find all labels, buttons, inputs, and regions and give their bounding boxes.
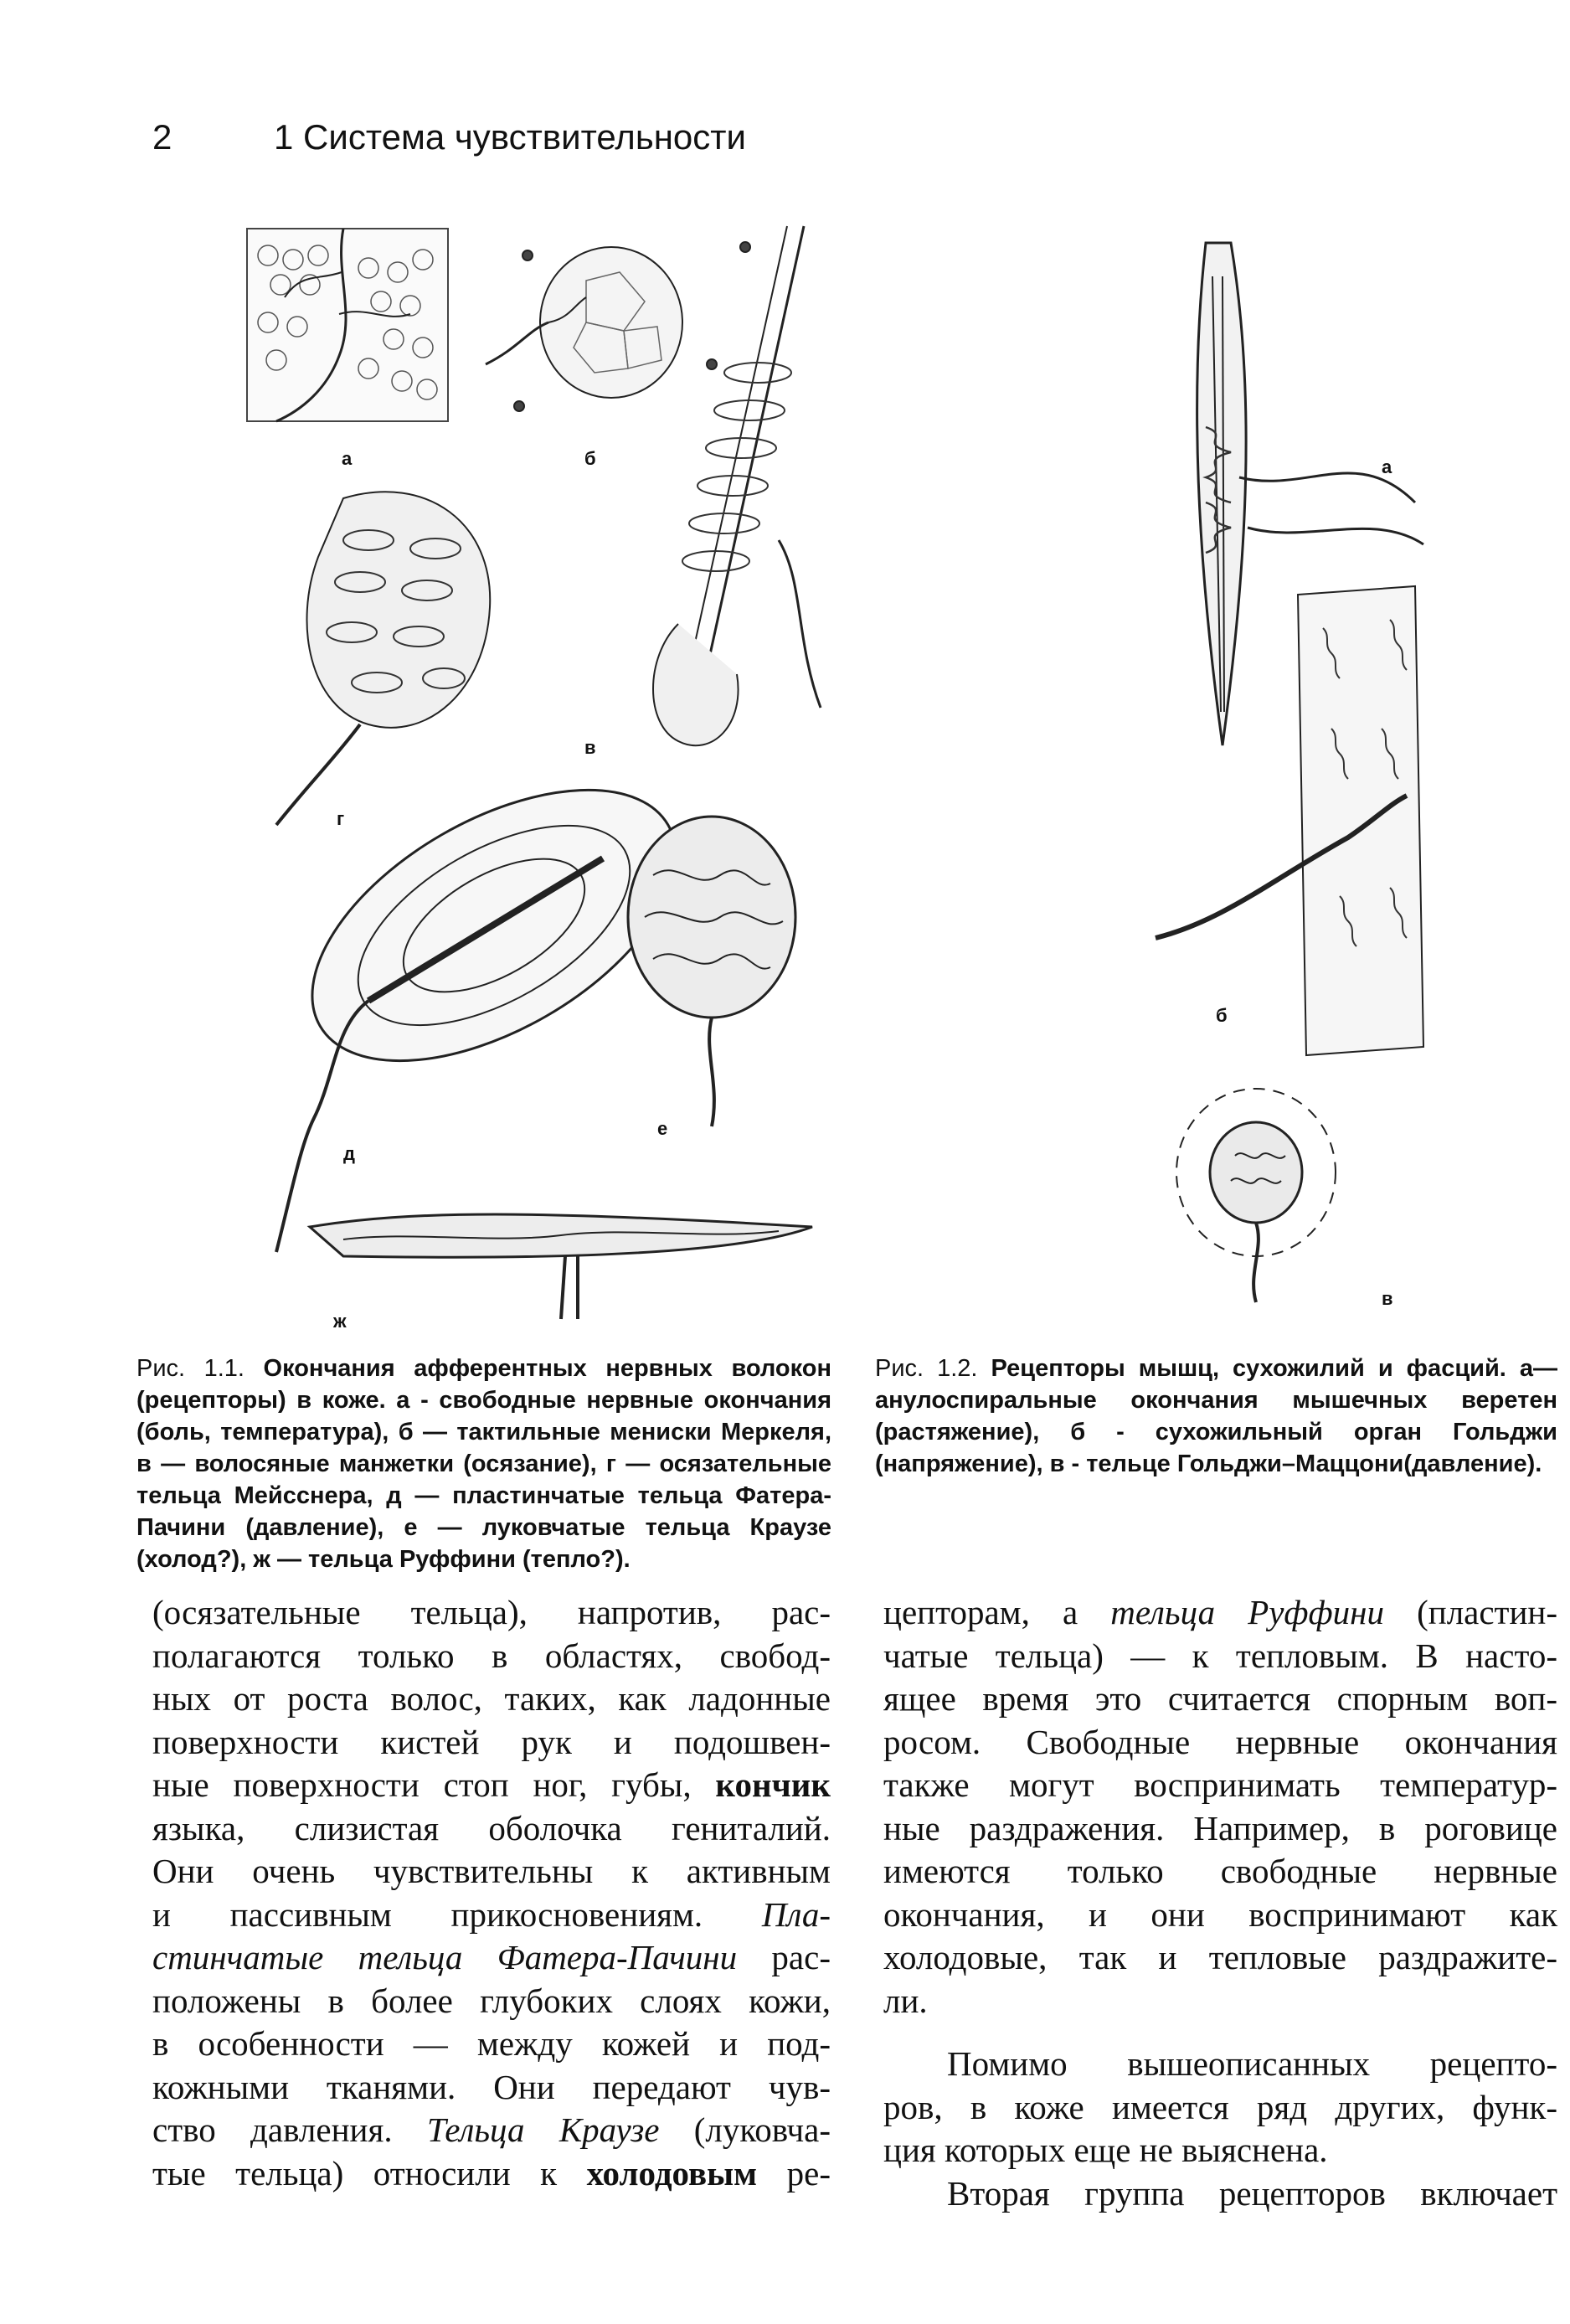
figure-1-2-caption: Рис. 1.2. Рецепторы мышц, сухожилий и фасций. а—анулоспиральные окончания мышечных веретен (растяжение), б - сухожильный орган Гольджи (напряжение), в - тельце Гольджи–Маццони(давление).	[875, 1355, 1557, 1477]
panel-g-meissner-corpuscle	[276, 492, 490, 825]
paragraph-gap	[883, 2023, 1557, 2043]
left-line-5: ные поверхности стоп ног, губы, кончик	[152, 1765, 831, 1804]
panel-zh-ruffini-ending	[310, 1214, 812, 1319]
right-line-9: холодовые, так и тепловые раздражите-	[883, 1938, 1557, 1976]
left-line-8: и пассивным прикосновениям. Пла-	[152, 1894, 831, 1934]
term-krause: Тельца Краузе	[426, 2110, 660, 2149]
panel-label-v: в	[584, 737, 596, 758]
left-line-2: полагаются только в областях, свобод-	[152, 1636, 831, 1675]
panel-label-a: а	[342, 448, 353, 469]
panel-label-b: б	[584, 448, 596, 469]
left-line-10: положены в более глубоких слоях кожи,	[152, 1981, 831, 2020]
panel-label-e: е	[657, 1118, 668, 1139]
right-line-12: ров, в коже имеется ряд других, функ-	[883, 2087, 1557, 2126]
chapter-title: 1 Система чувствительности	[274, 117, 746, 157]
right-line-8: окончания, и они воспринимают как	[883, 1894, 1557, 1934]
right-line-13: ция которых еще не выяснена.	[883, 2131, 1328, 2169]
right-line-7: имеются только свободные нервные	[883, 1852, 1557, 1890]
right-line-5: также могут воспринимать температур-	[883, 1765, 1557, 1804]
figure-1-2-illustration	[1139, 226, 1524, 1306]
left-line-11: в особенности — между кожей и под-	[152, 2024, 831, 2063]
term-pacini: стинчатые тельца Фатера-Пачини	[152, 1938, 738, 1976]
right-line-2: чатые тельца) — к тепловым. В насто-	[883, 1636, 1557, 1675]
right-line-3: ящее время это считается спорным воп-	[883, 1679, 1557, 1718]
term-ruffini: тельца Руффини	[1110, 1593, 1384, 1631]
left-line-13: ство давления. Тельца Краузе (луковча-	[152, 2110, 831, 2149]
panel-label-d: д	[343, 1143, 355, 1164]
left-line-7: Они очень чувствительны к активным	[152, 1852, 831, 1890]
panel-label-zh: ж	[333, 1311, 347, 1332]
panel-d-pacinian-corpuscle	[268, 734, 721, 1252]
figure-1-1-caption: Рис. 1.1. Окончания афферентных нервных волокон (рецепторы) в коже. а - свободные нервные окончания (боль, температура), б — тактильные мениски Меркеля, в — волосяные манжетки (осязание), г — осязательные тельца Мейсснера, д — пластинчатые тельца Фатера-Пачини (давление), е — луковчатые тельца Краузе (холод?), ж — тельца Руффини (тепло?).	[136, 1355, 831, 1573]
panel-v-golgi-mazzoni	[1176, 1089, 1336, 1302]
panel-a-free-nerve-endings	[247, 229, 448, 421]
left-line-3: ных от роста волос, таких, как ладонные	[152, 1679, 831, 1718]
right-line-1: цепторам, а тельца Руффини (пластин-	[883, 1593, 1558, 1631]
fig2-panel-label-a: а	[1382, 456, 1392, 477]
right-line-6: ные раздражения. Например, в роговице	[883, 1808, 1557, 1847]
right-line-14: Вторая группа рецепторов включает	[947, 2173, 1557, 2213]
right-line-4: росом. Свободные нервные окончания	[883, 1722, 1557, 1761]
left-line-12: кожными тканями. Они передают чув-	[152, 2067, 831, 2106]
right-line-10: ли.	[883, 1981, 928, 2020]
left-line-4: поверхности кистей рук и подошвен-	[152, 1722, 831, 1761]
panel-e-krause-bulb	[628, 817, 795, 1126]
fig2-panel-label-v: в	[1382, 1288, 1393, 1306]
left-line-9: стинчатые тельца Фатера-Пачини рас-	[152, 1938, 831, 1976]
panel-b-merkel-discs	[486, 242, 750, 411]
left-text-column	[152, 1591, 831, 2195]
term-konchik: кончик	[715, 1765, 831, 1804]
panel-label-g: г	[337, 808, 345, 829]
right-text-column	[883, 1591, 1557, 2215]
left-line-14: тые тельца) относили к холодовым ре-	[152, 2153, 831, 2193]
right-line-11: Помимо вышеописанных рецепто-	[947, 2044, 1557, 2083]
figure-1-1-illustration	[243, 222, 829, 1332]
page-number: 2	[152, 117, 172, 157]
left-line-1: (осязательные тельца), напротив, рас-	[152, 1593, 831, 1631]
fig2-panel-label-b: б	[1216, 1005, 1228, 1026]
term-kholodovym: холодовым	[586, 2153, 758, 2193]
left-line-6: языка, слизистая оболочка гениталий.	[152, 1808, 831, 1847]
panel-b-golgi-tendon-organ	[1156, 586, 1423, 1055]
